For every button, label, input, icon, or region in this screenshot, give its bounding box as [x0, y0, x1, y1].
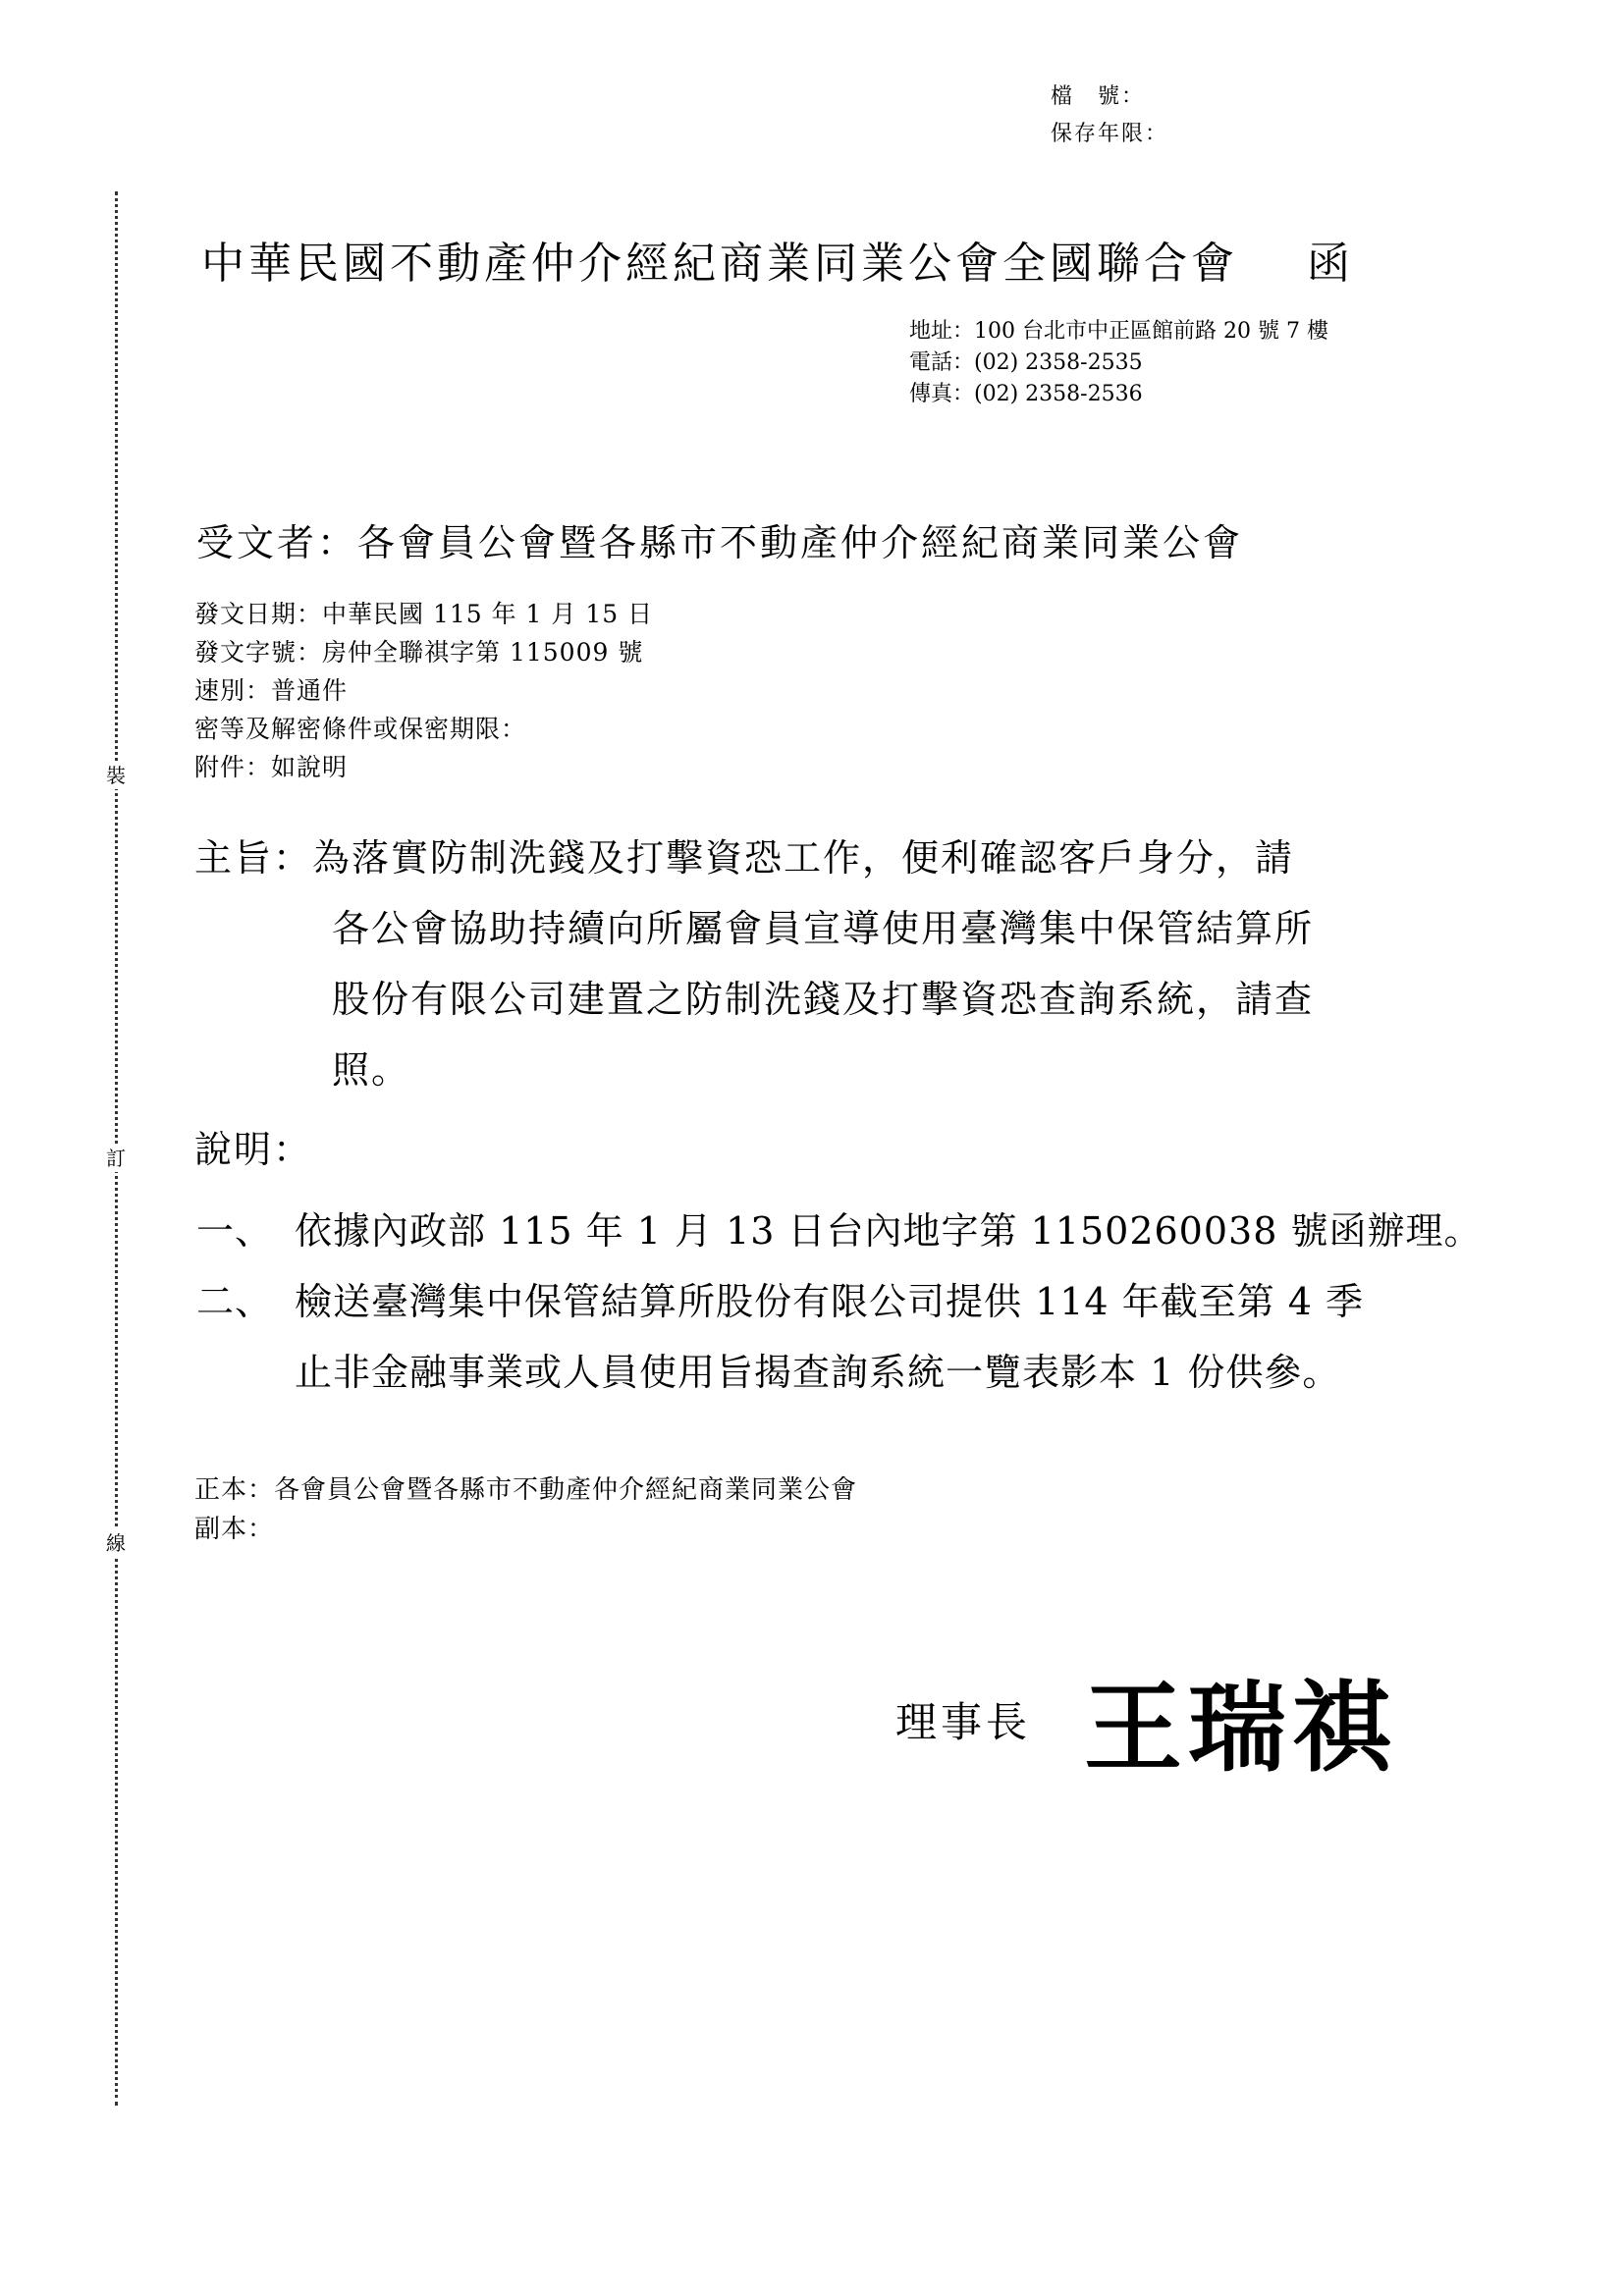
recipient: 受文者：各會員公會暨各縣市不動產仲介經紀商業同業公會 [196, 521, 1244, 564]
document-type: 函 [1307, 239, 1354, 289]
signatory-name: 王瑞祺 [1084, 1671, 1396, 1786]
list-item [196, 1266, 1482, 1337]
binding-char-xian: 線 [102, 1529, 130, 1557]
subject-line-3: 股份有限公司建置之防制洗錢及打擊資恐查詢系統，請查 [332, 978, 1315, 1021]
organization-name: 中華民國不動產仲介經紀商業同業公會全國聯合會 [201, 239, 1238, 289]
item-number: 二、 [196, 1280, 274, 1323]
explanation-heading: 說明： [194, 1128, 313, 1171]
list-item-continuation [196, 1337, 1482, 1408]
attachment: 附件：如說明 [194, 753, 349, 781]
security-level: 密等及解密條件或保密期限： [194, 715, 527, 743]
item-text: 檢送臺灣集中保管結算所股份有限公司提供 114 年截至第 4 季 [295, 1280, 1365, 1323]
signatory-title: 理事長 [895, 1698, 1032, 1746]
list-item [196, 1196, 1482, 1266]
explanation-items [196, 1196, 1482, 1408]
issue-number: 發文字號：房仲全聯祺字第 115009 號 [194, 638, 644, 667]
file-meta [1051, 79, 1168, 153]
item-text-continued: 止非金融事業或人員使用旨揭查詢系統一覽表影本 1 份供參。 [295, 1351, 1341, 1394]
main-recipient-copy: 正本：各會員公會暨各縣市不動產仲介經紀商業同業公會 [194, 1475, 858, 1505]
subject-line-1: 主旨：為落實防制洗錢及打擊資恐工作，便利確認客戶身分，請 [194, 836, 1295, 880]
address: 地址：100 台北市中正區館前路 20 號 7 樓 [909, 319, 1328, 344]
fax: 傳真：(02) 2358-2536 [909, 382, 1143, 406]
document-meta [194, 595, 653, 786]
issue-date: 發文日期：中華民國 115 年 1 月 15 日 [194, 600, 654, 628]
subject-line-2: 各公會協助持續向所屬會員宣導使用臺灣集中保管結算所 [332, 907, 1315, 950]
copies-block [194, 1470, 857, 1549]
binding-char-ding: 訂 [102, 1145, 130, 1172]
phone: 電話：(02) 2358-2535 [909, 350, 1143, 375]
item-number: 一、 [196, 1209, 274, 1253]
cc-copy: 副本： [194, 1515, 275, 1544]
organization-title [201, 228, 1354, 291]
subject-line-4: 照。 [332, 1048, 411, 1092]
subject [194, 823, 1314, 1105]
contact-block [909, 316, 1328, 410]
file-number-label: 檔 號： [1051, 84, 1146, 109]
item-text: 依據內政部 115 年 1 月 13 日台內地字第 1150260038 號函辦理。 [295, 1209, 1483, 1253]
retention-label: 保存年限： [1051, 122, 1169, 146]
speed: 速別：普通件 [194, 676, 349, 705]
binding-char-zhuang: 裝 [102, 762, 130, 789]
